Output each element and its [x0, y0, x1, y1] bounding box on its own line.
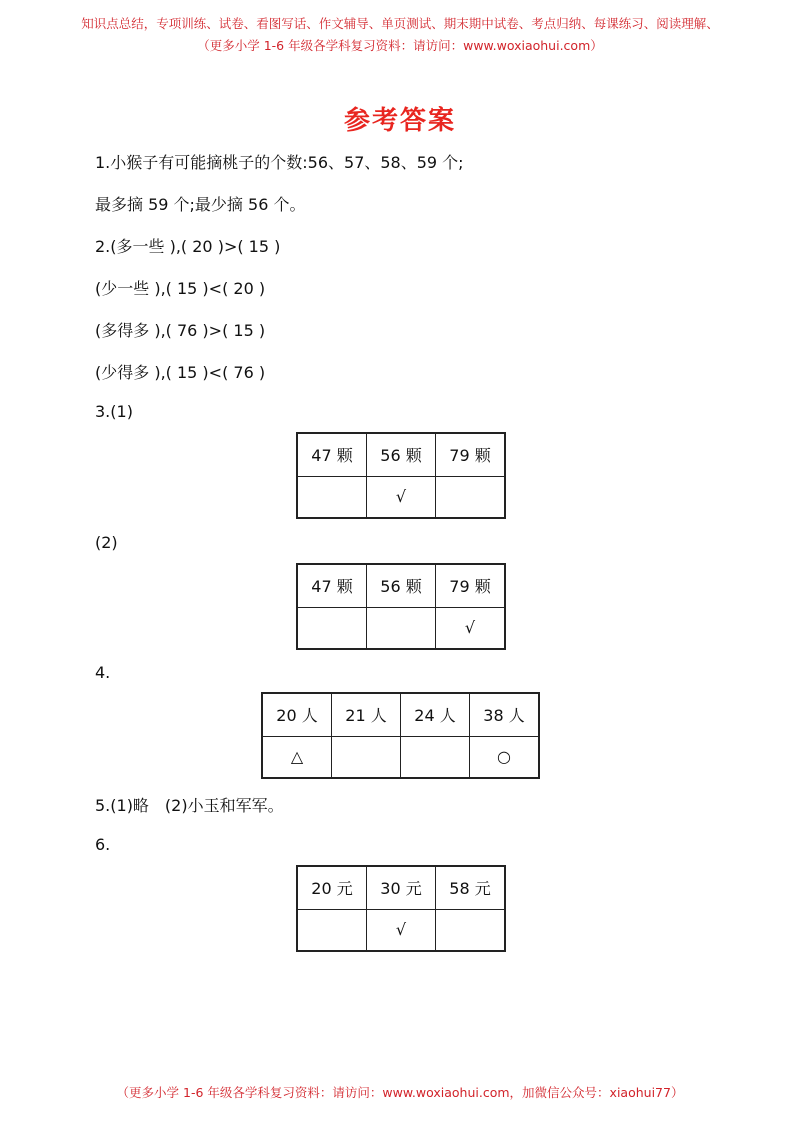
q2-line-3: (多得多 ),( 76 )>( 15 ) [95, 321, 266, 340]
check-mark: √ [367, 909, 436, 951]
table-header-cell: 56 颗 [367, 433, 436, 476]
table-header-cell: 56 颗 [367, 564, 436, 607]
q3-label-1: 3.(1) [95, 402, 133, 421]
q6-label: 6. [95, 835, 111, 854]
q5-line: 5.(1)略 (2)小玉和军军。 [95, 796, 284, 815]
header-line-2: （更多小学 1-6 年级各学科复习资料：请访问：www.woxiaohui.com） [197, 38, 603, 53]
q1-line-2: 最多摘 59 个;最少摘 56 个。 [95, 195, 306, 214]
q3-table-1 [296, 432, 506, 519]
table-header-cell: 20 元 [297, 866, 367, 909]
footer: （更多小学 1-6 年级各学科复习资料：请访问：www.woxiaohui.com，加微信公众号：xiaohui77） [116, 1085, 684, 1100]
table-header-cell: 21 人 [332, 693, 401, 736]
table-header-cell: 79 颗 [436, 433, 506, 476]
q2-line-1: 2.(多一些 ),( 20 )>( 15 ) [95, 237, 281, 256]
table-mark-cell [297, 476, 367, 518]
check-mark: √ [436, 607, 506, 649]
table-mark-cell [436, 476, 506, 518]
table-mark-cell [367, 607, 436, 649]
page-title: 参考答案 [343, 106, 456, 136]
table-mark-cell [401, 736, 470, 778]
table-header-cell: 24 人 [401, 693, 470, 736]
table-mark-cell [436, 909, 506, 951]
table-mark-cell [332, 736, 401, 778]
header-line-1: 知识点总结，专项训练、试卷、看图写话、作文辅导、单页测试、期末期中试卷、考点归纳、每课练习、阅读理解、 [81, 16, 719, 31]
table-header-cell: 47 颗 [297, 433, 367, 476]
circle-mark: ○ [470, 736, 540, 778]
q6-table [296, 865, 506, 952]
table-header-cell: 47 颗 [297, 564, 367, 607]
q2-line-4: (少得多 ),( 15 )<( 76 ) [95, 363, 266, 382]
table-header-cell: 79 颗 [436, 564, 506, 607]
q3-label-2: (2) [95, 533, 118, 552]
table-mark-cell [297, 909, 367, 951]
q1-line-1: 1.小猴子有可能摘桃子的个数:56、57、58、59 个; [95, 153, 464, 172]
table-mark-cell [297, 607, 367, 649]
table-header-cell: 30 元 [367, 866, 436, 909]
q2-line-2: (少一些 ),( 15 )<( 20 ) [95, 279, 266, 298]
check-mark: √ [367, 476, 436, 518]
table-header-cell: 38 人 [470, 693, 540, 736]
triangle-mark: △ [262, 736, 332, 778]
q3-table-2 [296, 563, 506, 650]
table-header-cell: 20 人 [262, 693, 332, 736]
q4-table [261, 692, 540, 779]
q4-label: 4. [95, 663, 111, 682]
table-header-cell: 58 元 [436, 866, 506, 909]
